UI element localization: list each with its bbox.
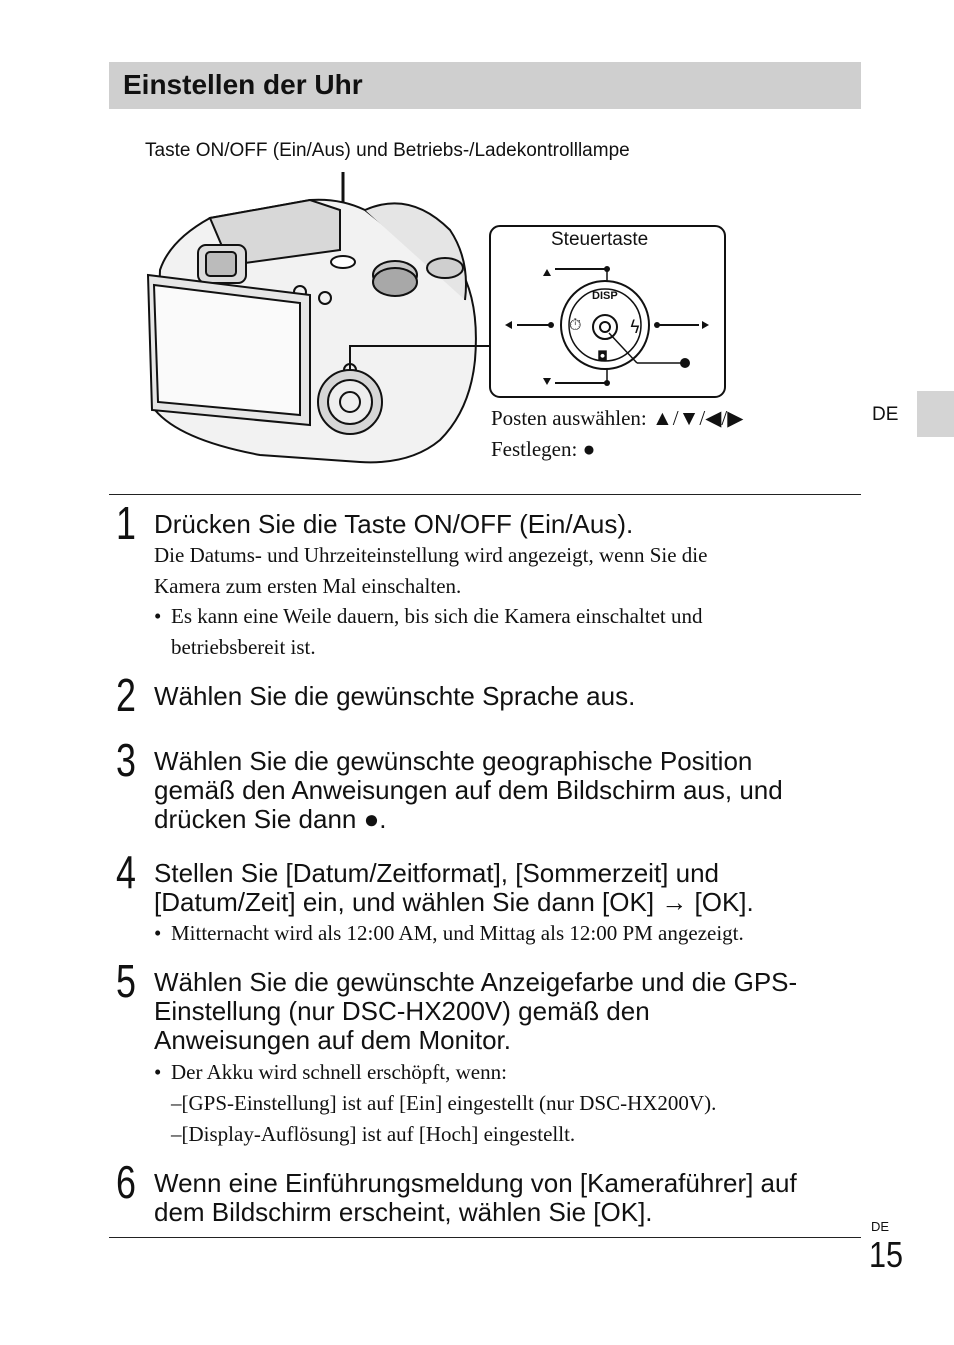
step-4-bullet: • Mitternacht wird als 12:00 AM, und Mittag als 12:00 PM angezeigt. [0,918,860,949]
step-3-heading-line-2: gemäß den Anweisungen auf dem Bildschirm aus, und [154,775,783,805]
step-1-bullet-line-2: betriebsbereit ist. [171,635,316,659]
step-3-heading-line-3: drücken Sie dann ●. [154,804,387,834]
step-6-number: 6 [116,1156,136,1208]
page-number: 15 [869,1234,904,1275]
step-1-body-line-2: Kamera zum ersten Mal einschalten. [154,574,462,598]
section-title-bar [109,62,861,109]
footer-language: DE [871,1219,890,1234]
step-5-dash-2: –[Display-Auflösung] ist auf [Hoch] eingestellt. [171,1122,576,1146]
disp-label: DISP [592,290,618,302]
top-rule [109,494,861,495]
step-1-number: 1 [116,497,136,549]
step-4-heading [154,859,874,917]
step-1-body-line-1: Die Datums- und Uhrzeiteinstellung wird angezeigt, wenn Sie die [154,543,708,567]
step-4-heading-line-2: [Datum/Zeit] ein, und wählen Sie dann [OK] → [OK]. [154,887,754,917]
step-5-heading [154,968,874,1055]
step-6-heading-line-1: Wenn eine Einführungsmeldung von [Kameraführer] auf [154,1168,797,1198]
bottom-rule [109,1237,861,1238]
step-6-heading [154,1169,874,1227]
step-6-heading-line-2: dem Bildschirm erscheint, wählen Sie [OK]. [154,1197,653,1227]
step-5-bullet-text: Der Akku wird schnell erschöpft, wenn: [171,1060,507,1084]
control-button-diagram [489,225,727,399]
step-1-body [154,540,854,602]
step-4-heading-line-1: Stellen Sie [Datum/Zeitformat], [Sommerzeit] und [154,858,719,888]
svg-text:◘: ◘ [597,349,609,365]
camera-illustration [140,170,500,470]
confirm-caption: Festlegen: ● [491,437,596,461]
svg-text:ϟ: ϟ [629,317,641,338]
step-1-bullet-line-1: Es kann eine Weile dauern, bis sich die Kamera einschaltet und [171,604,703,628]
side-language-label: DE [872,404,899,425]
step-5-dash-1: –[GPS-Einstellung] ist auf [Ein] eingestellt (nur DSC-HX200V). [171,1091,717,1115]
step-1-heading: Drücken Sie die Taste ON/OFF (Ein/Aus). [154,509,634,539]
step-5-number: 5 [116,955,136,1007]
side-tab-marker [917,391,954,437]
step-4-number: 4 [116,846,136,898]
select-caption: Posten auswählen: ▲/▼/◀/▶ [491,406,744,430]
step-5-heading-line-3: Anweisungen auf dem Monitor. [154,1025,511,1055]
step-5-heading-line-1: Wählen Sie die gewünschte Anzeigefarbe und die GPS- [154,967,798,997]
step-1-bullet: • Es kann eine Weile dauern, bis sich die Kamera einschaltet und betriebsbereit ist. [0,601,860,663]
control-button-title: Steuertaste [551,229,649,250]
step-2-heading: Wählen Sie die gewünschte Sprache aus. [154,681,636,711]
step-3-heading-line-1: Wählen Sie die gewünschte geographische Position [154,746,753,776]
svg-text:⏱: ⏱ [569,315,582,334]
step-5-bullets: • Der Akku wird schnell erschöpft, wenn: –[GPS-Einstellung] ist auf [Ein] eingestellt (nur DSC-HX200V). –[Display-Auflösung] ist auf [Hoch] eingestellt. [0,1057,860,1150]
step-5-heading-line-2: Einstellung (nur DSC-HX200V) gemäß den [154,996,650,1026]
section-title: Einstellen der Uhr [123,69,363,100]
step-3-heading [154,747,874,834]
step-4-bullet-text: Mitternacht wird als 12:00 AM, und Mittag als 12:00 PM angezeigt. [171,921,744,945]
figure-caption: Taste ON/OFF (Ein/Aus) und Betriebs-/Ladekontrolllampe [145,140,630,161]
step-3-number: 3 [116,734,136,786]
step-2-number: 2 [116,669,136,721]
